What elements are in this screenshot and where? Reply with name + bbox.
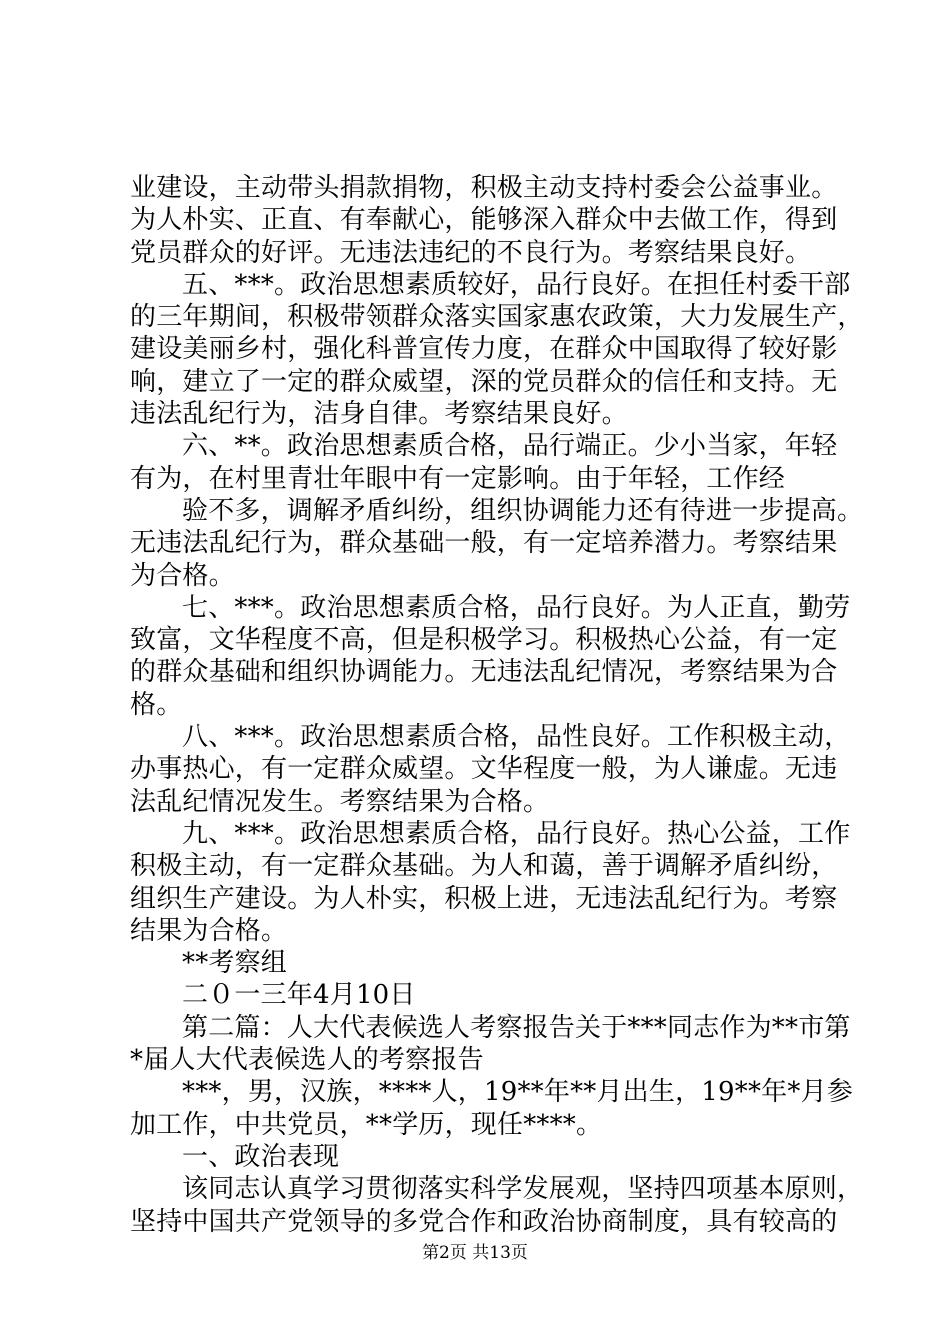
text-line: 格。 [130,689,183,720]
text-line: 办事热心，有一定群众威望。文华程度一般，为人谦虚。无违 [130,754,838,785]
text-line: 响，建立了一定的群众威望，深的党员群众的信任和支持。无 [130,366,838,397]
text-line: 结果为合格。 [130,915,288,946]
text-line: 七、***。政治思想素质合格，品行良好。为人正直，勤劳 [182,592,851,623]
text-line: 为人朴实、正直、有奉献心，能够深入群众中去做工作，得到 [130,205,838,236]
text-line: ***，男，汉族，****人，19**年**月出生，19**年*月参 [182,1077,853,1108]
text-line: 该同志认真学习贯彻落实科学发展观，坚持四项基本原则， [182,1174,864,1205]
text-line: 加工作，中共党员，**学历，现任****。 [130,1109,603,1140]
text-line: 八、***。政治思想素质合格，品性良好。工作积极主动， [182,722,851,753]
text-line: *届人大代表候选人的考察报告 [130,1045,484,1076]
text-line: 积极主动，有一定群众基础。为人和蔼，善于调解矛盾纠纷， [130,851,838,882]
page-footer: 第2页 共13页 [422,1243,528,1263]
text-line: 违法乱纪行为，洁身自律。考察结果良好。 [130,399,628,430]
text-line: 一、政治表现 [182,1141,340,1172]
text-line: 无违法乱纪行为，群众基础一般，有一定培养潜力。考察结果 [130,528,838,559]
text-line: 党员群众的好评。无违法违纪的不良行为。考察结果良好。 [130,237,812,268]
text-line: 九、***。政治思想素质合格，品行良好。热心公益，工作 [182,818,851,849]
text-line: 的群众基础和组织协调能力。无违法乱纪情况，考察结果为合 [130,657,838,688]
text-line: 组织生产建设。为人朴实，积极上进，无违法乱纪行为。考察 [130,883,838,914]
text-line: 二０一三年4月10日 [182,980,416,1011]
document-body [130,172,864,1238]
text-line: 第二篇：人大代表候选人考察报告关于***同志作为**市第 [182,1012,851,1043]
text-line: 的三年期间，积极带领群众落实国家惠农政策，大力发展生产， [130,302,864,333]
text-line: 致富，文华程度不高，但是积极学习。积极热心公益，有一定 [130,625,838,656]
text-line: **考察组 [182,948,288,979]
text-line: 业建设，主动带头捐款捐物，积极主动支持村委会公益事业。 [130,173,838,203]
text-line: 坚持中国共产党领导的多党合作和政治协商制度，具有较高的 [130,1206,838,1237]
text-line: 五、***。政治思想素质较好，品行良好。在担任村委干部 [182,269,851,300]
text-line: 建设美丽乡村，强化科普宣传力度，在群众中国取得了较好影 [130,334,838,365]
text-line: 为合格。 [130,560,235,591]
text-line: 法乱纪情况发生。考察结果为合格。 [130,786,550,817]
text-line: 验不多，调解矛盾纠纷，组织协调能力还有待进一步提高。 [182,495,864,526]
text-line: 有为，在村里青壮年眼中有一定影响。由于年轻，工作经 [130,463,786,494]
text-line: 六、**。政治思想素质合格，品行端正。少小当家，年轻 [182,431,838,462]
